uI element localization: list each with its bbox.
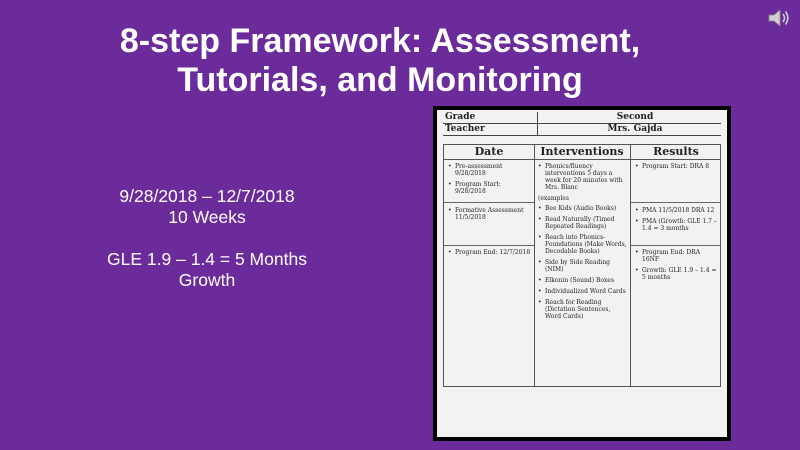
interventions-header: Interventions — [534, 145, 630, 160]
title-line-1: 8-step Framework: Assessment, — [119, 22, 641, 60]
growth-label: Growth — [178, 270, 236, 290]
duration: 10 Weeks — [168, 207, 246, 227]
results-block-3: • Program End: DRA 16NF • Growth: GLE 1.9 – 1.4 = 5 months — [635, 249, 718, 285]
interventions-column — [534, 145, 631, 386]
intervention-table — [443, 144, 721, 387]
teacher-label: Teacher — [445, 124, 485, 134]
date-range: 9/28/2018 – 12/7/2018 — [119, 186, 295, 206]
slide-title — [60, 22, 700, 100]
date-block-1: • Pre-assessment 9/28/2018 • Program Start: 9/28/2018 — [448, 163, 531, 199]
document-photo — [433, 106, 731, 441]
date-block-2: • Formative Assessment 11/5/2018 — [448, 207, 531, 225]
results-block-2: • PMA 11/5/2018 DRA 12 • PMA (Growth: GLE 1.7 – 1.4 = 3 months — [635, 207, 718, 236]
date-header: Date — [444, 145, 534, 160]
date-block-3: • Program End: 12/7/2018 — [448, 249, 531, 260]
date-column — [444, 145, 535, 386]
grade-label: Grade — [445, 112, 476, 122]
summary-text — [62, 186, 352, 291]
interventions-list: • Phonics/fluency interventions 5 days a week for 20 minutes with Mrs. Blanc (examples • Bee Kids (Audio Books) • Read Naturally (Timed Repeated Readings) • Reach into Phonics-Foundations (Make Words, Decodable Books) • Side by Side Reading (NIM) • Elkonin (Sound) Boxes • Individualized Word Cards • Reach for Reading (Dictation Sentences, Word Cards) — [538, 163, 627, 324]
gle-calculation: GLE 1.9 – 1.4 = 5 Months — [107, 249, 307, 269]
teacher-row — [443, 124, 721, 136]
document-sheet — [437, 110, 727, 437]
title-line-2: Tutorials, and Monitoring — [177, 61, 583, 99]
results-block-1: • Program Start: DRA 8 — [635, 163, 718, 174]
results-header: Results — [631, 145, 721, 160]
examples-label: (examples — [538, 195, 569, 202]
grade-value: Second — [616, 112, 654, 122]
speaker-icon[interactable] — [767, 8, 791, 28]
results-column — [631, 145, 721, 386]
grade-row — [443, 112, 721, 124]
teacher-value: Mrs. Gajda — [607, 124, 663, 134]
